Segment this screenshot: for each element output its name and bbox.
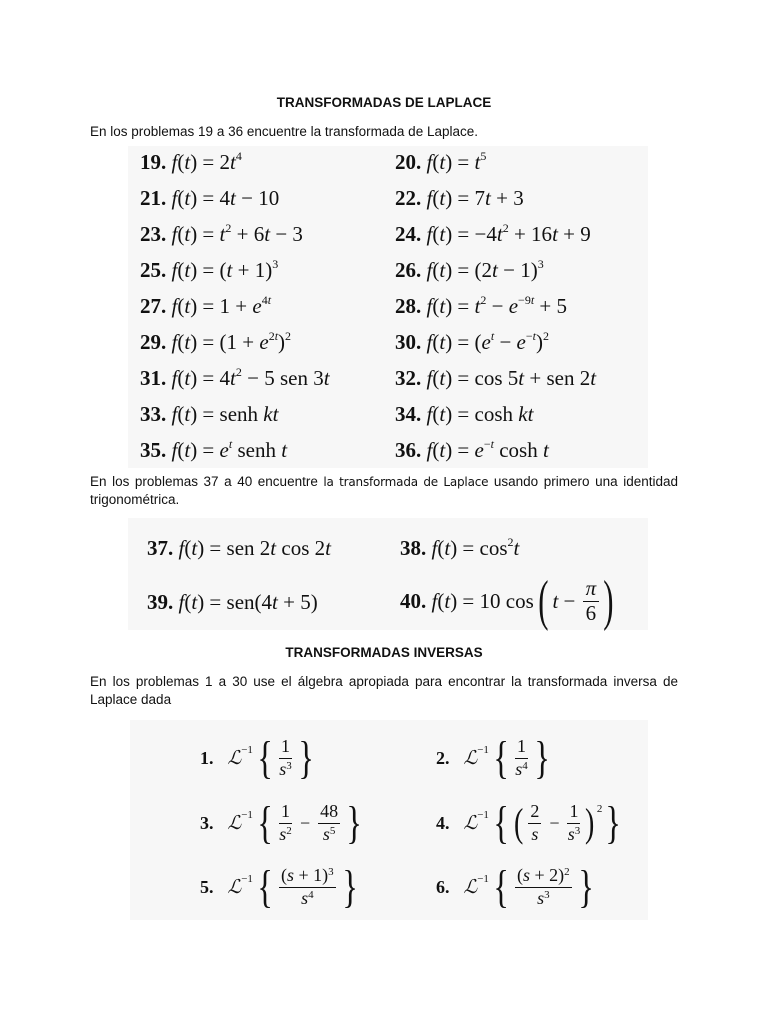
- problem-30: 30. $f(t) = (e^t - e^{-t})^2$: [395, 329, 549, 354]
- problem-26: 26. $f(t) = (2t - 1)^3$: [395, 257, 544, 282]
- problem-20: 20. $f(t) = t^5$: [395, 149, 487, 174]
- problem-37: 37. f(t) = sen 2t cos 2t: [147, 536, 331, 560]
- inverse-problem-5: 5. ℒ −1 { $\frac{(s + 1)^3}{s^4}$ }: [200, 861, 358, 912]
- inverse-problem-1: 1. ℒ −1 { $\frac{1}{s^3}$ }: [200, 732, 314, 783]
- section1-instructions: En los problemas 19 a 36 encuentre la transformada de Laplace.: [90, 124, 478, 139]
- inverse-problem-4: 4. ℒ −1 { ( $\frac{2}{s}$ − $\frac{1}{s^3}$ ) 2 }: [436, 797, 622, 848]
- problem-23: 23. $f(t) = t^2 + 6t - 3$: [140, 221, 303, 246]
- section3-instructions: En los problemas 1 a 30 use el álgebra apropiada para encontrar la transformada inversa de Laplace dada: [90, 674, 678, 707]
- problem-36: 36. $f(t) = e^{-t}$ cosh t: [395, 437, 549, 462]
- section-title-laplace: TRANSFORMADAS DE LAPLACE: [276, 95, 492, 110]
- problem-24: 24. $f(t) = -4t^2 + 16t + 9$: [395, 221, 591, 246]
- problem-39: 39. f(t) = sen(4t + 5): [147, 590, 318, 614]
- problem-35: 35. $f(t) = e^t$ senh t: [140, 437, 288, 462]
- problem-33: 33. f(t) = senh kt: [140, 402, 279, 426]
- problem-32: 32. f(t) = cos 5t + sen 2t: [395, 366, 597, 390]
- problem-28: 28. $f(t) = t^2 - e^{-9t} + 5$: [395, 293, 568, 318]
- section2-instructions: En los problemas 37 a 40 encuentre la transformada de Laplace usando primero una identidad trigonométrica.: [90, 474, 678, 507]
- problem-40: 40. f ( t ) = 10 cos ( t − $\frac{\pi}{6}$ ): [400, 570, 614, 632]
- problem-19: 19. $f(t) = 2t^4$: [140, 149, 242, 174]
- inverse-problem-2: 2. ℒ −1 { $\frac{1}{s^4}$ }: [436, 732, 550, 783]
- problem-25: 25. $f(t) = (t + 1)^3$: [140, 257, 279, 282]
- problem-38: 38. $f(t) = \cos^2t$: [400, 535, 520, 560]
- problem-29: 29. $f(t) = (1 + e^{2t})^2$: [140, 329, 292, 354]
- problem-31: 31. $f(t) = 4t^2 - 5$ sen 3t: [140, 365, 330, 390]
- problem-27: 27. $f(t) = 1 + e^{4t}$: [140, 293, 272, 318]
- inverse-problem-6: 6. ℒ −1 { $\frac{(s + 2)^2}{s^3}$ }: [436, 861, 594, 912]
- problem-22: 22. f(t) = 7t + 3: [395, 186, 524, 210]
- inverse-problem-3: 3. ℒ −1 { $\frac{1}{s^2}$ − $\frac{48}{s^5}$ }: [200, 797, 362, 848]
- problem-21: 21. f(t) = 4t − 10: [140, 186, 280, 210]
- problem-34: 34. f(t) = cosh kt: [395, 402, 534, 426]
- section-title-inversas: TRANSFORMADAS INVERSAS: [285, 645, 483, 660]
